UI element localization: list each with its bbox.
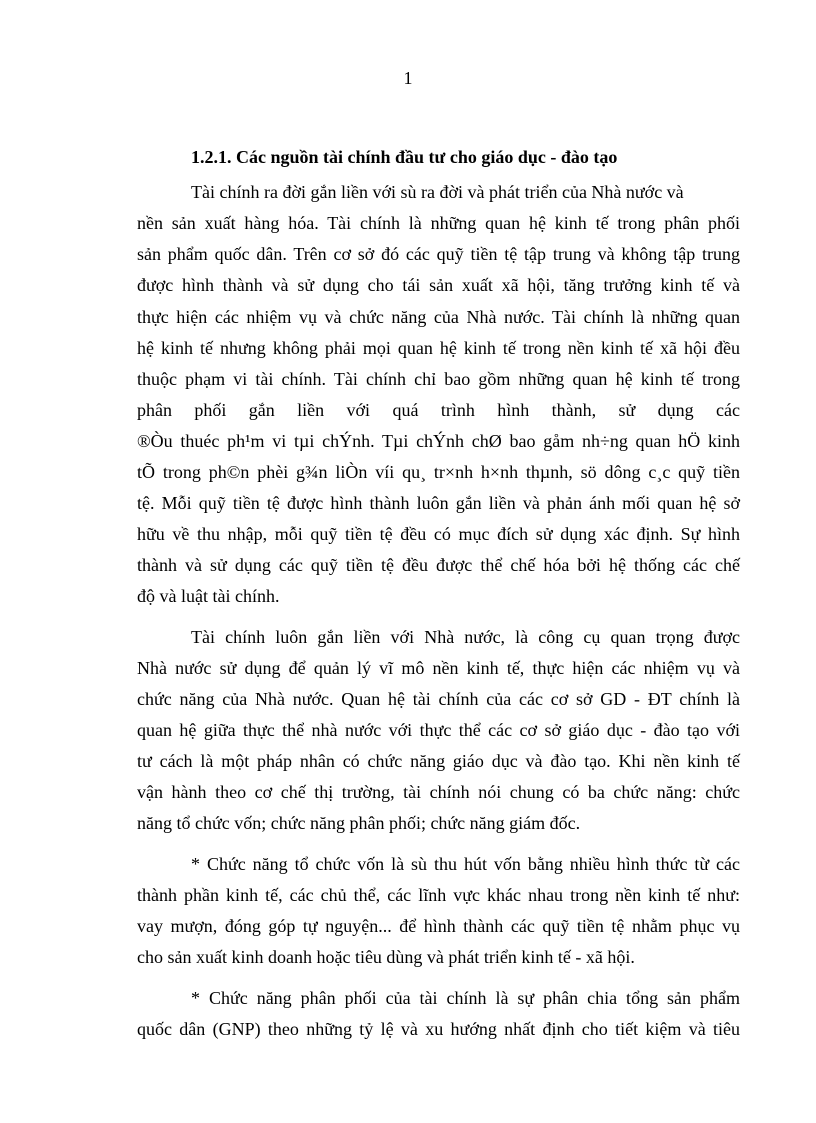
text-line: chức năng của Nhà nước. Quan hệ tài chính của các cơ sở GD - ĐT chính là: [137, 689, 740, 709]
page-number: 1: [403, 68, 413, 88]
text-line: được hình thành và sử dụng cho tái sản xuất xã hội, tăng trưởng kinh tế và: [137, 275, 740, 295]
text-line: sản phẩm quốc dân. Trên cơ sở đó các quỹ tiền tệ tập trung và không tập trung: [137, 244, 740, 264]
text-line: phân phối gắn liền với quá trình hình thành, sử dụng các: [137, 400, 740, 420]
text-line: Tài chính luôn gắn liền với Nhà nước, là công cụ quan trọng được: [191, 627, 740, 647]
text-line: quan hệ giữa thực thể nhà nước với thực thể các cơ sở giáo dục - đào tạo với: [137, 720, 740, 740]
text-line: hữu về thu nhập, mỗi quỹ tiền tệ đều có mục đích sử dụng xác định. Sự hình: [137, 524, 740, 544]
text-line: tÕ trong ph©n phèi g¾n liÒn víi qu¸ tr×nh h×nh thµnh, sö dông c¸c quỹ tiền: [137, 462, 740, 482]
text-line: * Chức năng phân phối của tài chính là sự phân chia tổng sản phẩm: [191, 988, 740, 1008]
text-line: thành phần kinh tế, các chủ thể, các lĩnh vực khác nhau trong nền kinh tế như:: [137, 885, 740, 905]
text-line: độ và luật tài chính.: [137, 586, 280, 606]
text-line: hệ kinh tế nhưng không phải mọi quan hệ kinh tế trong nền kinh tế xã hội đều: [137, 338, 740, 358]
text-line: vay mượn, đóng góp tự nguyện... để hình thành các quỹ tiền tệ nhằm phục vụ: [137, 916, 740, 936]
text-line: thành và sử dụng các quỹ tiền tệ đều được thể chế hóa bởi hệ thống các chế: [137, 555, 740, 575]
text-line: thuộc phạm vi tài chính. Tài chính chỉ bao gồm những quan hệ kinh tế trong: [137, 369, 740, 389]
text-line: Nhà nước sử dụng để quản lý vĩ mô nền kinh tế, thực hiện các nhiệm vụ và: [137, 658, 740, 678]
text-line: Tài chính ra đời gắn liền với sù ra đời và phát triển của Nhà nước và: [191, 182, 684, 202]
text-line: thực hiện các nhiệm vụ và chức năng của Nhà nước. Tài chính là những quan: [137, 307, 740, 327]
text-line: ®Òu thuéc ph¹m vi tµi chÝnh. Tµi chÝnh chØ bao gåm nh÷ng quan hÖ kinh: [137, 431, 740, 451]
section-heading: 1.2.1. Các nguồn tài chính đầu tư cho giáo dục - đào tạo: [191, 147, 618, 167]
text-line: * Chức năng tổ chức vốn là sù thu hút vốn bằng nhiều hình thức từ các: [191, 854, 740, 874]
text-line: tư cách là một pháp nhân có chức năng giáo dục và đào tạo. Khi nền kinh tế: [137, 751, 740, 771]
text-line: cho sản xuất kinh doanh hoặc tiêu dùng và phát triển kinh tế - xã hội.: [137, 947, 635, 967]
text-line: tệ. Mỗi quỹ tiền tệ được hình thành luôn gắn liền và phản ánh mối quan hệ sở: [137, 493, 740, 513]
text-line: quốc dân (GNP) theo những tỷ lệ và xu hướng nhất định cho tiết kiệm và tiêu: [137, 1019, 740, 1039]
text-line: năng tổ chức vốn; chức năng phân phối; chức năng giám đốc.: [137, 813, 581, 833]
text-line: vận hành theo cơ chế thị trường, tài chính nói chung có ba chức năng: chức: [137, 782, 740, 802]
text-line: nền sản xuất hàng hóa. Tài chính là những quan hệ kinh tế trong phân phối: [137, 213, 740, 233]
